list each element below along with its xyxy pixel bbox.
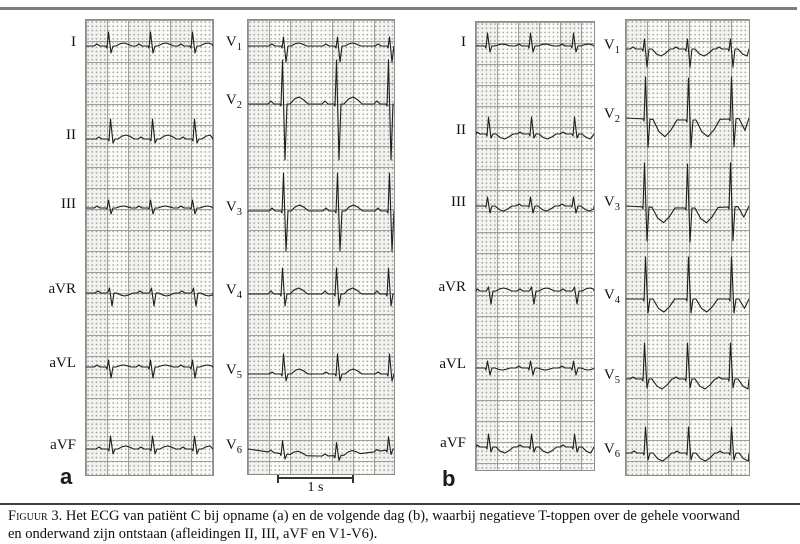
ecg-strip-a-limb — [85, 19, 214, 476]
ecg-trace-b-V5 — [626, 343, 749, 389]
top-rule — [0, 7, 797, 10]
caption-line-2: en onderwand zijn ontstaan (afleidingen II, III, aVF en V1-V6). — [8, 525, 378, 542]
lead-label-b-aVL: aVL — [439, 356, 466, 372]
ecg-trace-b-V4 — [626, 257, 749, 313]
lead-label-subscript: 2 — [236, 100, 242, 111]
lead-label-subscript: 4 — [614, 295, 620, 306]
lead-label-b-III: III — [451, 194, 466, 210]
lead-label-b-aVR: aVR — [438, 279, 466, 295]
figure-caption — [8, 508, 796, 543]
ecg-trace-a-aVL — [86, 360, 213, 378]
lead-label-subscript: 5 — [614, 375, 620, 386]
lead-label-a-III: III — [61, 196, 76, 212]
ecg-traces-b-limb — [476, 22, 594, 470]
ecg-traces-b-chest — [626, 20, 749, 475]
ecg-trace-a-V5 — [248, 354, 394, 381]
caption-figure-number: Figuur 3. — [8, 508, 63, 524]
lead-label-b-V3: $V_3$ — [603, 194, 620, 213]
lead-label-a-aVR: aVR — [48, 281, 76, 297]
ecg-trace-b-V6 — [626, 427, 749, 461]
lead-label-subscript: 5 — [236, 370, 242, 381]
lead-label-subscript: 1 — [614, 45, 620, 56]
lead-label-a-aVF: aVF — [50, 437, 76, 453]
lead-label-a-V4: $V_4$ — [225, 282, 242, 301]
ecg-trace-b-II — [476, 117, 594, 139]
lead-label-a-V1: $V_1$ — [225, 34, 242, 53]
ecg-trace-a-II — [86, 119, 213, 143]
lead-label-b-V5: $V_5$ — [603, 367, 620, 386]
ecg-strip-b-limb — [475, 21, 595, 471]
ecg-trace-a-V6 — [248, 437, 394, 461]
ecg-strip-b-chest — [625, 19, 750, 476]
ecg-trace-a-aVF — [86, 436, 213, 454]
lead-label-subscript: 2 — [614, 114, 620, 125]
lead-label-a-I: I — [71, 34, 76, 50]
ecg-trace-a-I — [86, 32, 213, 53]
lead-label-subscript: 1 — [236, 42, 242, 53]
panel-a-label: a — [60, 464, 73, 489]
ecg-trace-a-V4 — [248, 268, 394, 306]
lead-label-a-II: II — [66, 127, 76, 143]
lead-label-a-aVL: aVL — [49, 355, 76, 371]
ecg-trace-a-V3 — [248, 173, 394, 251]
caption-rule — [0, 503, 800, 505]
lead-label-subscript: 3 — [614, 202, 620, 213]
lead-label-b-V4: $V_4$ — [603, 287, 620, 306]
lead-label-a-V5: $V_5$ — [225, 362, 242, 381]
ecg-trace-b-V1 — [626, 39, 749, 67]
ecg-trace-b-III — [476, 197, 594, 213]
lead-label-subscript: 3 — [236, 207, 242, 218]
lead-label-subscript: 6 — [614, 449, 620, 460]
ecg-strip-a-chest — [247, 19, 395, 475]
panel-b-label: b — [442, 466, 456, 491]
ecg-traces-a-chest — [248, 20, 394, 474]
ecg-trace-b-V2 — [626, 77, 749, 148]
lead-label-b-V6: $V_6$ — [603, 441, 620, 460]
ecg-trace-b-aVL — [476, 361, 594, 375]
lead-label-a-V2: $V_2$ — [225, 92, 242, 111]
scalebar-line — [277, 477, 354, 479]
lead-label-subscript: 6 — [236, 445, 242, 456]
ecg-trace-b-aVF — [476, 434, 594, 453]
lead-label-b-aVF: aVF — [440, 435, 466, 451]
lead-label-b-II: II — [456, 122, 466, 138]
lead-label-a-V3: $V_3$ — [225, 199, 242, 218]
caption-line-1 — [8, 508, 796, 526]
ecg-trace-a-aVR — [86, 288, 213, 306]
ecg-traces-a-limb — [86, 20, 213, 475]
lead-label-b-V1: $V_1$ — [603, 37, 620, 56]
lead-label-subscript: 4 — [236, 290, 242, 301]
ecg-trace-a-V2 — [248, 60, 394, 160]
lead-label-b-I: I — [461, 34, 466, 50]
lead-label-a-V6: $V_6$ — [225, 437, 242, 456]
ecg-trace-b-V3 — [626, 163, 749, 242]
ecg-trace-b-I — [476, 33, 594, 52]
ecg-trace-a-V1 — [248, 37, 394, 62]
ecg-trace-a-III — [86, 200, 213, 214]
caption-line1-text: Het ECG van patiënt C bij opname (a) en de volgende dag (b), waarbij negatieve T-toppen over de gehele voorwand — [62, 508, 740, 524]
lead-label-b-V2: $V_2$ — [603, 106, 620, 125]
time-scalebar — [277, 477, 354, 496]
scalebar-label: 1 s — [307, 480, 324, 495]
ecg-trace-b-aVR — [476, 287, 594, 304]
